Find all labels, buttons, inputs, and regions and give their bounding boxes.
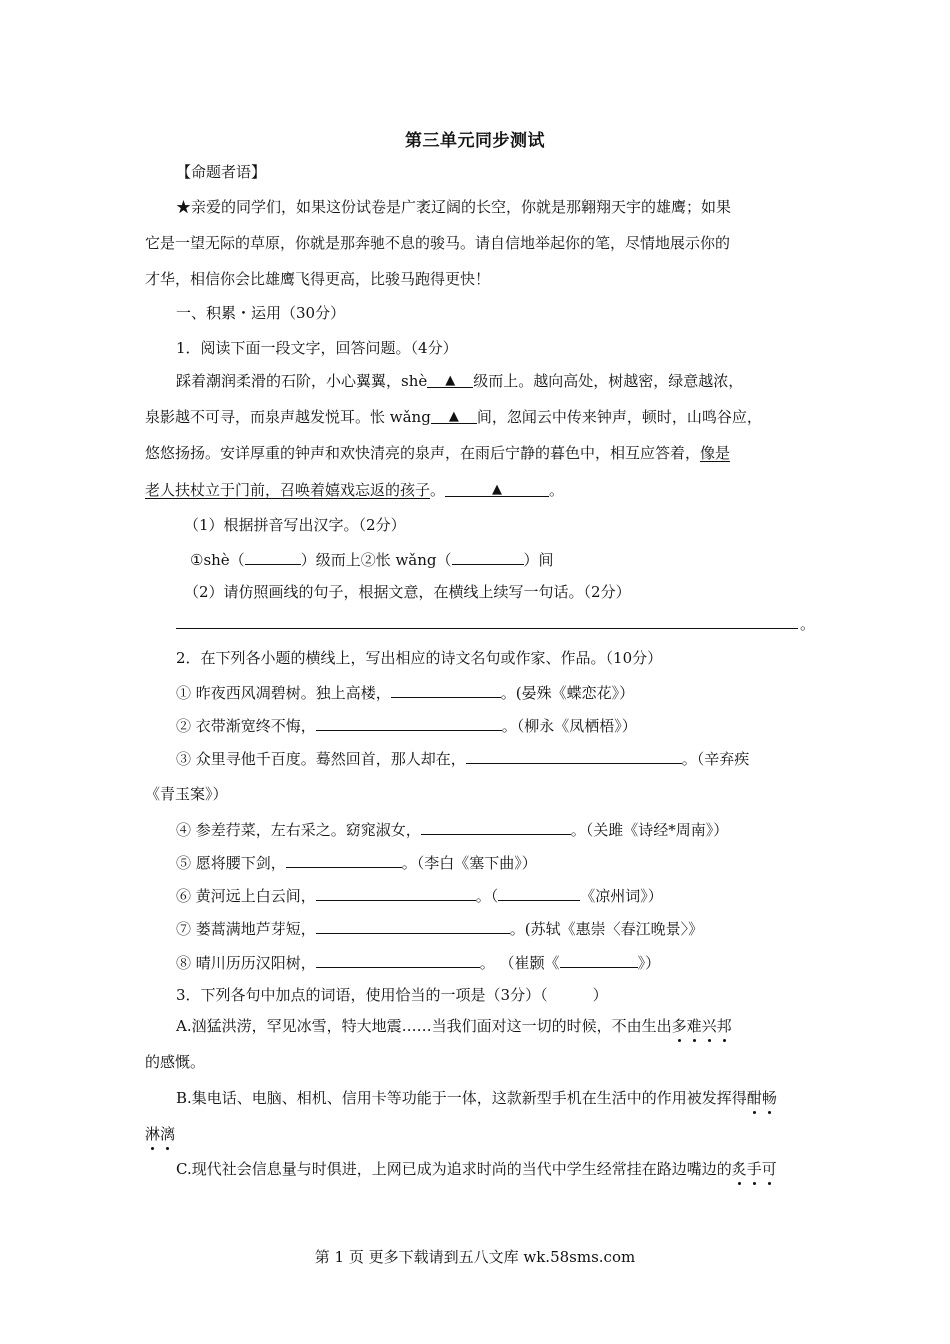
page-title: 第三单元同步测试 — [405, 131, 545, 151]
q2-text: 。（辛弃疾 — [681, 750, 750, 768]
q2-text: ④ 参差荇菜，左右采之。窈窕淑女， — [176, 821, 421, 839]
dotted-char: 酣 — [746, 1089, 762, 1107]
answer-blank-q2-2[interactable] — [316, 714, 502, 731]
triangle-icon: ▲ — [448, 409, 459, 424]
dotted-char: 难 — [686, 1017, 702, 1035]
q1-text: 泉影越不可寻，而泉声越发悦耳。怅 wǎng — [145, 408, 431, 426]
answer-blank-q2-6[interactable] — [316, 884, 476, 901]
underlined-sentence: 老人扶杖立于门前，召唤着嬉戏忘返的孩子 — [145, 481, 431, 499]
dotted-char: 漓 — [160, 1125, 176, 1143]
answer-blank-q2-8[interactable] — [316, 951, 480, 968]
answer-blank-q2-3[interactable] — [466, 747, 682, 764]
q2-text: ⑥ 黄河远上白云间， — [176, 887, 316, 905]
q2-text: 《凉州词》） — [580, 887, 663, 905]
q2-stem: 2．在下列各小题的横线上，写出相应的诗文名句或作家、作品。（10分） — [176, 649, 663, 667]
q1-sub1-text: ）级而上②怅 wǎng（ — [300, 551, 452, 569]
q1-text: 。 — [549, 481, 565, 499]
section-heading: 一、积累・运用（30分） — [176, 304, 346, 322]
answer-blank-q2-8-work[interactable] — [560, 951, 638, 968]
q2-item-4 — [176, 818, 728, 840]
triangle-icon: ▲ — [492, 482, 503, 497]
q3-option-b-cont — [145, 1124, 175, 1144]
q2-text: 。(晏殊《蝶恋花》） — [500, 684, 635, 702]
answer-blank-q2-5[interactable] — [286, 851, 402, 868]
answer-blank-she[interactable] — [427, 371, 473, 388]
dotted-char: 兴 — [701, 1017, 717, 1035]
answer-blank-continue[interactable] — [445, 480, 549, 497]
q3-text: A.汹猛洪涝，罕见冰雪，特大地震……当我们面对这一切的时候，不由生出 — [176, 1017, 672, 1035]
dotted-char: 多 — [671, 1017, 687, 1035]
answer-blank-sub1-she[interactable] — [245, 548, 301, 565]
q2-text: 。(苏轼《惠崇〈春江晚景〉》 — [509, 920, 704, 938]
dotted-char: 手 — [746, 1160, 762, 1178]
q1-text: 。 — [430, 481, 446, 499]
q1-text: 级而上。越向高处，树越密，绿意越浓， — [473, 372, 744, 390]
q3-option-a-cont: 的感慨。 — [145, 1053, 206, 1071]
q1-stem: 1．阅读下面一段文字，回答问题。（4分） — [176, 339, 458, 357]
preface-line-1: ★亲爱的同学们，如果这份试卷是广袤辽阔的长空，你就是那翱翔天宇的雄鹰；如果 — [176, 198, 732, 216]
q3-text: C.现代社会信息量与时俱进，上网已成为追求时尚的当代中学生经常挂在路边嘴边的 — [176, 1160, 732, 1178]
q2-item-3 — [176, 747, 749, 769]
q3-option-c — [176, 1159, 777, 1179]
answer-blank-q2-6-author[interactable] — [498, 884, 580, 901]
q2-text: 。（李白《塞下曲》） — [401, 854, 537, 872]
answer-blank-q2-1[interactable] — [391, 681, 501, 698]
q1-passage-line-4 — [145, 480, 564, 500]
q1-text: 间，忽闻云中传来钟声，顿时，山鸣谷应， — [476, 408, 762, 426]
q2-item-3-cont: 《青玉案》） — [145, 785, 228, 803]
q2-text: ③ 众里寻他千百度。蓦然回首，那人却在， — [176, 750, 466, 768]
q2-item-1 — [176, 681, 634, 703]
q1-sub1-answers — [190, 548, 554, 570]
q3-stem: 3．下列各句中加点的词语，使用恰当的一项是（3分）（ ） — [176, 986, 608, 1004]
q2-item-6 — [176, 884, 663, 906]
dotted-char: 畅 — [761, 1089, 777, 1107]
page-footer: 第 1 页 更多下载请到五八文库 wk.58sms.com — [314, 1248, 636, 1266]
q2-item-5 — [176, 851, 537, 873]
q2-text: ① 昨夜西风凋碧树。独上高楼， — [176, 684, 391, 702]
q2-text: 。（柳永《凤栖梧》） — [501, 717, 637, 735]
q2-text: 。（ — [475, 887, 499, 905]
dotted-char: 淋 — [145, 1125, 161, 1143]
q2-text: ⑤ 愿将腰下剑， — [176, 854, 286, 872]
q2-item-7 — [176, 917, 703, 939]
q1-passage-line-1 — [176, 371, 743, 391]
q1-text: 悠悠扬扬。安详厚重的钟声和欢快清亮的泉声，在雨后宁静的暮色中，相互应答着， — [145, 444, 701, 462]
q1-sub1-text: ）间 — [523, 551, 554, 569]
preface-line-2: 它是一望无际的草原，你就是那奔驰不息的骏马。请自信地举起你的笔，尽情地展示你的 — [145, 234, 731, 252]
triangle-icon: ▲ — [445, 373, 456, 388]
q3-text: B.集电话、电脑、相机、信用卡等功能于一体，这款新型手机在生活中的作用被发挥得 — [176, 1089, 747, 1107]
q1-text: 踩着潮润柔滑的石阶，小心翼翼，shè — [176, 372, 428, 390]
preface-heading: 【命题者语】 — [176, 163, 267, 181]
answer-line-sub2[interactable] — [176, 628, 798, 629]
answer-blank-wang[interactable] — [431, 407, 477, 424]
q3-option-a — [176, 1016, 732, 1036]
answer-blank-q2-4[interactable] — [421, 818, 571, 835]
dotted-char: 邦 — [716, 1017, 732, 1035]
q1-passage-line-3 — [145, 443, 730, 463]
underlined-sentence: 像是 — [700, 444, 731, 462]
q2-item-2 — [176, 714, 637, 736]
q1-sub2: （2）请仿照画线的句子，根据文意，在横线上续写一句话。（2分） — [184, 583, 631, 601]
q1-passage-line-2 — [145, 407, 762, 427]
q1-sub1-text: ①shè（ — [190, 551, 245, 569]
sub2-end-mark: 。 — [800, 615, 816, 633]
q2-text: ② 衣带渐宽终不悔， — [176, 717, 316, 735]
preface-line-3: 才华，相信你会比雄鹰飞得更高，比骏马跑得更快！ — [145, 270, 491, 288]
q2-text: 。（关雎《诗经*周南》） — [570, 821, 729, 839]
q1-sub1: （1）根据拼音写出汉字。（2分） — [184, 516, 406, 534]
q2-item-8 — [176, 951, 660, 973]
dotted-char: 炙 — [731, 1160, 747, 1178]
answer-blank-q2-7[interactable] — [316, 917, 510, 934]
answer-blank-sub1-wang[interactable] — [452, 548, 524, 565]
q2-text: ⑧ 晴川历历汉阳树， — [176, 954, 316, 972]
dotted-char: 可 — [761, 1160, 777, 1178]
q2-text: 。 （崔颢《 — [479, 954, 560, 972]
q2-text: 》） — [637, 954, 661, 972]
q3-option-b — [176, 1088, 777, 1108]
q2-text: ⑦ 蒌蒿满地芦芽短， — [176, 920, 316, 938]
